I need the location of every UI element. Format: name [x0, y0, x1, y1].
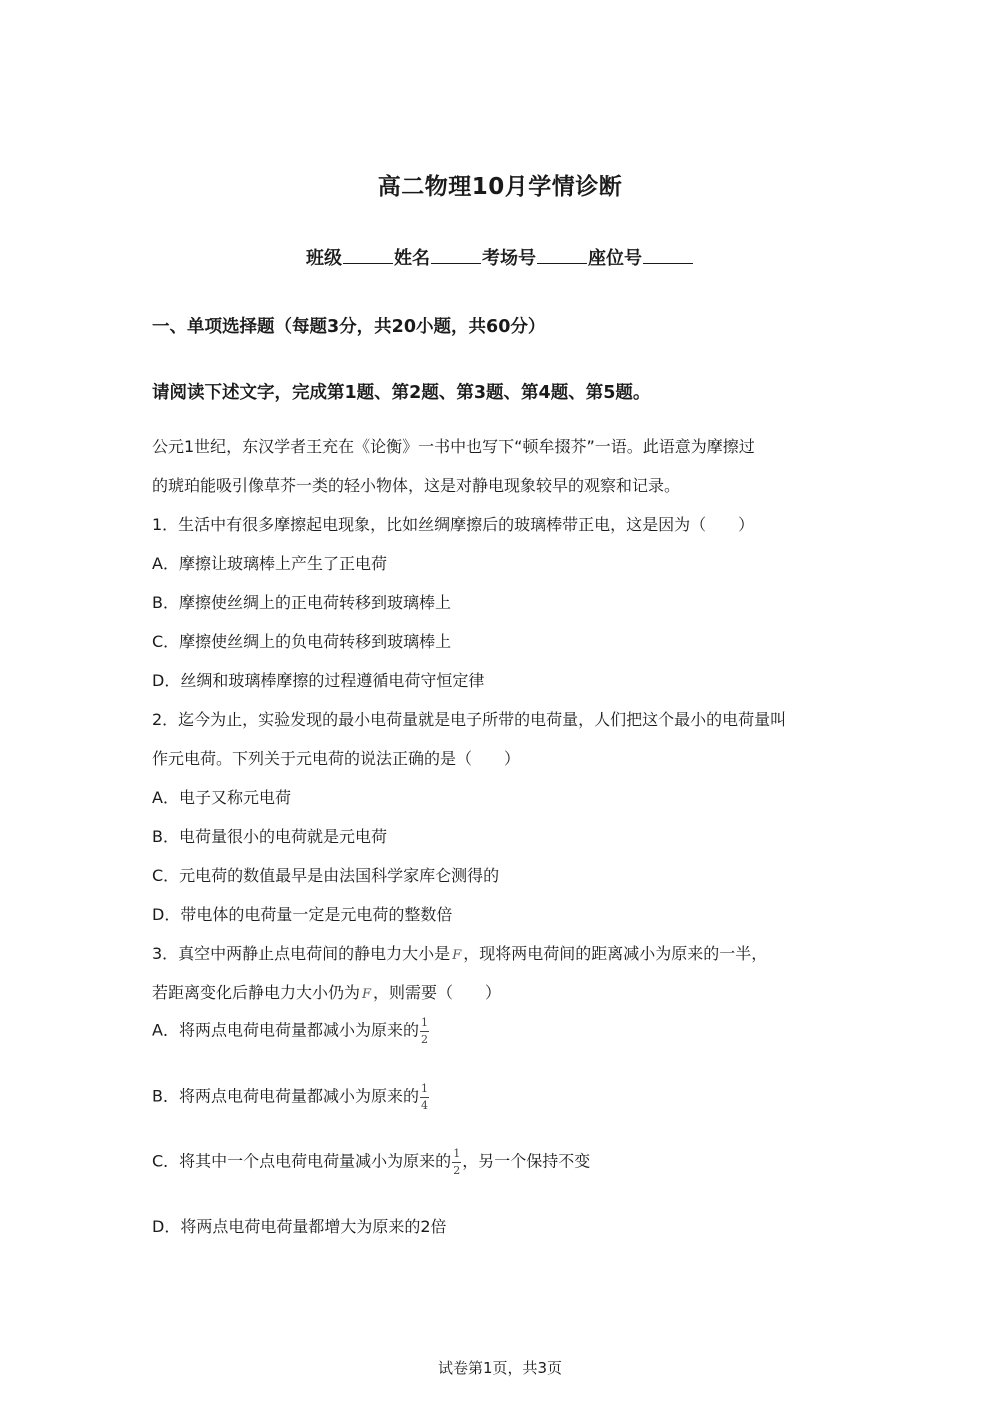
q1-option-b: B．摩擦使丝绸上的正电荷转移到玻璃棒上 [152, 593, 451, 612]
q1-option-d: D．丝绸和玻璃棒摩擦的过程遵循电荷守恒定律 [152, 671, 485, 690]
exam-title: 高二物理10月学情诊断 [377, 174, 623, 200]
room-label: 考场号 [482, 248, 536, 269]
q3-stem-1b: ，现将两电荷间的距离减小为原来的一半， [463, 944, 768, 963]
q3-option-a [152, 1017, 430, 1045]
seat-label: 座位号 [588, 248, 642, 269]
q2-option-b: B．电荷量很小的电荷就是元电荷 [152, 827, 387, 846]
room-blank [537, 247, 587, 264]
student-info-line [0, 244, 1000, 270]
q3-option-a-text: A．将两点电荷电荷量都减小为原来的 [152, 1020, 419, 1040]
name-blank [431, 247, 481, 264]
q2-option-c: C．元电荷的数值最早是由法国科学家库仑测得的 [152, 866, 500, 885]
force-variable: F [362, 987, 372, 1002]
class-label: 班级 [306, 248, 342, 269]
passage-line-1: 公元1世纪，东汉学者王充在《论衡》一书中也写下“顿牟掇芥”一语。此语意为摩擦过 [152, 437, 755, 456]
q3-option-c-text-a: C．将其中一个点电荷电荷量减小为原来的 [152, 1151, 452, 1171]
q3-option-c [152, 1148, 590, 1176]
force-variable: F [452, 948, 462, 963]
fraction-one-quarter: $\frac{1}{4}$ [420, 1082, 428, 1112]
q1-option-a: A．摩擦让玻璃棒上产生了正电荷 [152, 554, 387, 573]
q2-option-d: D．带电体的电荷量一定是元电荷的整数倍 [152, 905, 453, 924]
q2-stem-line-1: 2．迄今为止，实验发现的最小电荷量就是电子所带的电荷量，人们把这个最小的电荷量叫 [152, 710, 787, 729]
name-label: 姓名 [394, 248, 430, 269]
q3-stem-line-2 [152, 980, 501, 1003]
reading-instruction: 请阅读下述文字，完成第1题、第2题、第3题、第4题、第5题。 [152, 383, 651, 403]
page-footer: 试卷第1页，共3页 [437, 1359, 563, 1377]
q1-stem: 1．生活中有很多摩擦起电现象，比如丝绸摩擦后的玻璃棒带正电，这是因为（ ） [152, 515, 755, 534]
class-blank [343, 247, 393, 264]
q3-option-b [152, 1083, 430, 1111]
fraction-one-half: $\frac{1}{2}$ [453, 1147, 461, 1177]
passage-line-2: 的琥珀能吸引像草芥一类的轻小物体，这是对静电现象较早的观察和记录。 [152, 476, 681, 495]
q2-option-a: A．电子又称元电荷 [152, 788, 291, 807]
fraction-one-half: $\frac{1}{2}$ [420, 1016, 428, 1046]
q3-stem-line-1 [152, 941, 767, 964]
q3-stem-2a: 若距离变化后静电力大小仍为 [152, 983, 361, 1002]
q3-stem-1a: 3．真空中两静止点电荷间的静电力大小是 [152, 944, 451, 963]
section-heading: 一、单项选择题（每题3分，共20小题，共60分） [152, 317, 546, 337]
q3-option-d: D．将两点电荷电荷量都增大为原来的2倍 [152, 1217, 447, 1236]
q3-stem-2b: ，则需要（ ） [373, 983, 502, 1002]
q2-stem-line-2: 作元电荷。下列关于元电荷的说法正确的是（ ） [152, 749, 521, 768]
seat-blank [643, 247, 693, 264]
q1-option-c: C．摩擦使丝绸上的负电荷转移到玻璃棒上 [152, 632, 452, 651]
q3-option-b-text: B．将两点电荷电荷量都减小为原来的 [152, 1086, 419, 1106]
q3-option-c-text-b: ，另一个保持不变 [462, 1151, 591, 1171]
